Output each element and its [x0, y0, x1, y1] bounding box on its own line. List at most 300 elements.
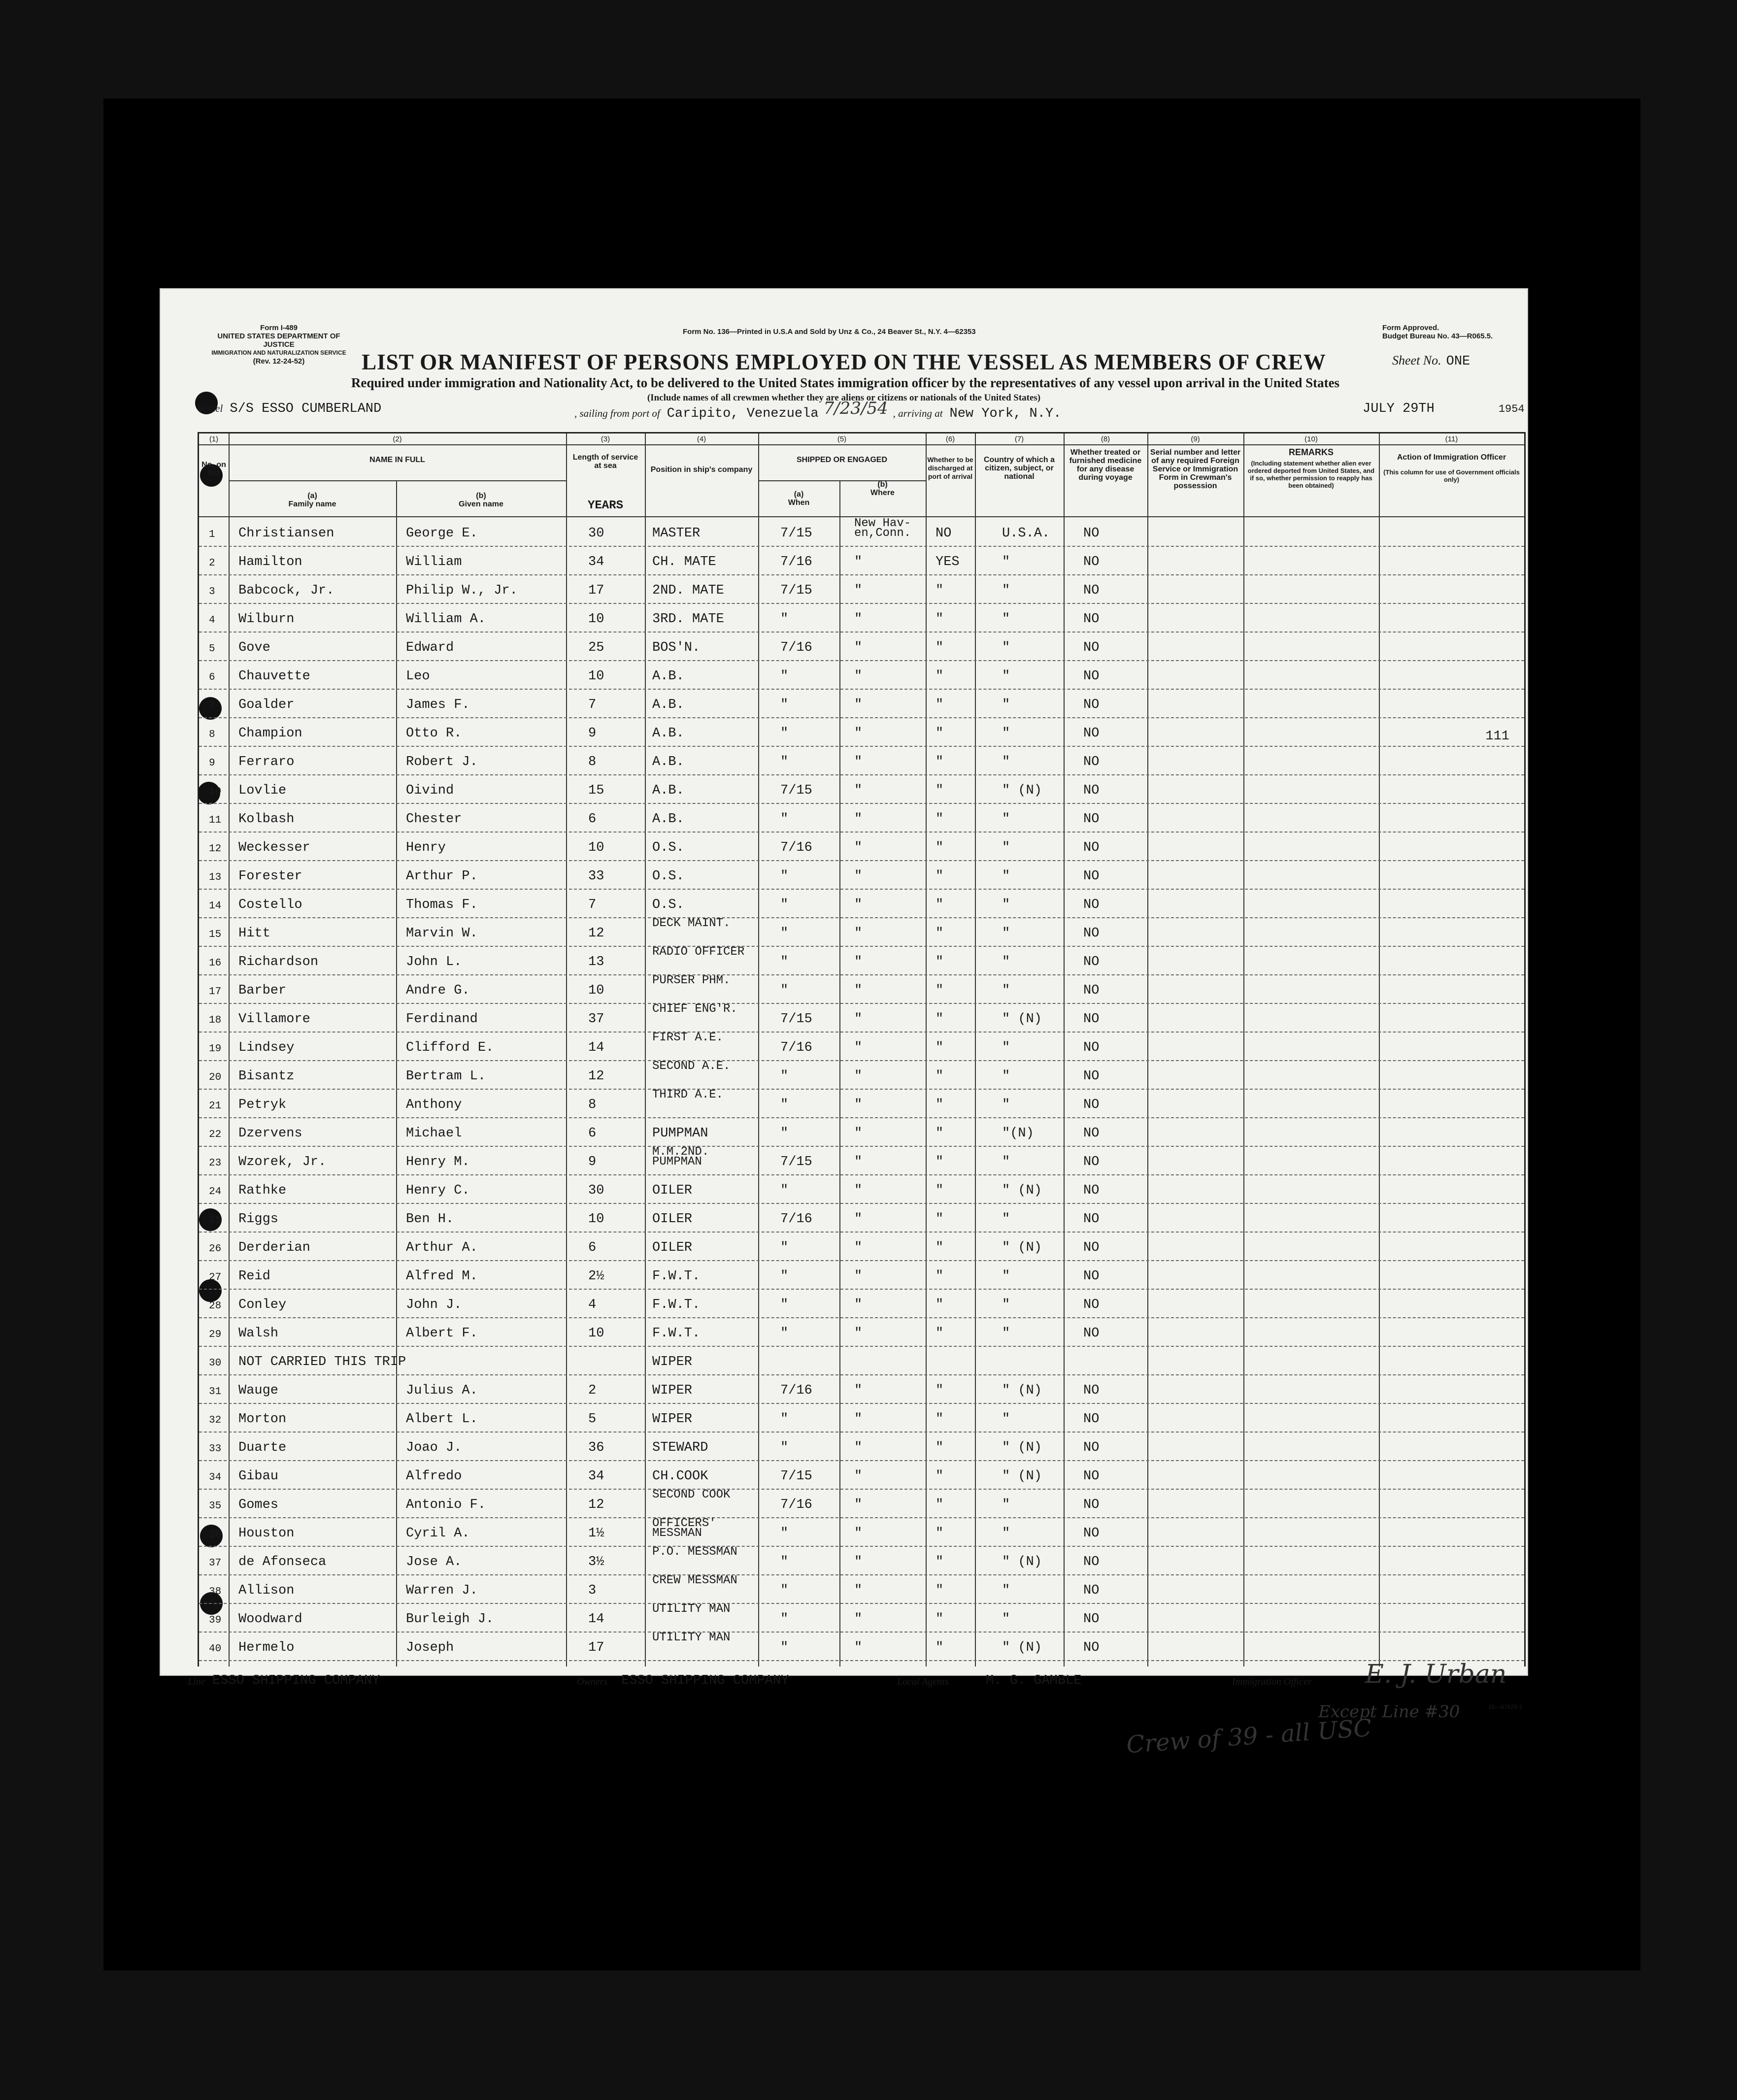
medicine: NO	[1083, 1326, 1100, 1341]
shipped-when: "	[780, 869, 789, 884]
shipped-when: 7/16	[780, 555, 812, 569]
family-name: Reid	[238, 1269, 270, 1284]
length-years: 14	[588, 1040, 604, 1055]
given-name: William A.	[406, 612, 486, 627]
shipped-when: "	[780, 1326, 789, 1341]
row-number: 2	[209, 558, 215, 569]
table-row	[199, 1260, 1524, 1290]
position: OILER	[652, 1240, 693, 1255]
length-years: 10	[588, 1212, 604, 1227]
medicine: NO	[1083, 1098, 1100, 1112]
family-name: Allison	[238, 1583, 295, 1598]
discharged: "	[935, 583, 944, 598]
table-row	[199, 1060, 1524, 1090]
discharged: "	[935, 1383, 944, 1398]
country: "	[1002, 926, 1010, 941]
given-name: Michael	[406, 1126, 462, 1141]
row-number: 17	[209, 986, 222, 998]
given-name: Andre G.	[406, 983, 470, 998]
row-number: 8	[209, 729, 215, 740]
given-name: Arthur P.	[406, 869, 478, 884]
length-years: 8	[588, 1098, 597, 1112]
shipped-where: "	[854, 955, 863, 969]
discharged: "	[935, 983, 944, 998]
discharged: "	[935, 1040, 944, 1055]
medicine: NO	[1083, 726, 1100, 741]
position: CH. MATE	[652, 555, 716, 569]
table-row	[199, 632, 1524, 661]
discharged: "	[935, 1640, 944, 1655]
position: O.S.	[652, 898, 684, 912]
row-number: 19	[209, 1043, 222, 1055]
shipped-when: "	[780, 898, 789, 912]
family-name: Duarte	[238, 1440, 287, 1455]
country: " (N)	[1002, 1240, 1042, 1255]
medicine: NO	[1083, 669, 1100, 684]
discharged: "	[935, 612, 944, 627]
country: U.S.A.	[1002, 526, 1050, 541]
position: PUMPMAN	[652, 1126, 708, 1141]
shipped-when: 7/16	[780, 1040, 812, 1055]
medicine: NO	[1083, 1383, 1100, 1398]
family-name: Bisantz	[238, 1069, 295, 1084]
shipped-where: "	[854, 926, 863, 941]
shipped-when: "	[780, 812, 789, 827]
shipped-when: "	[780, 1183, 789, 1198]
country: "	[1002, 1040, 1010, 1055]
shipped-when: "	[780, 612, 789, 627]
col-action: Action of Immigration Officer	[1397, 453, 1506, 462]
position: UTILITY MAN	[652, 1631, 731, 1644]
table-row	[199, 1403, 1524, 1433]
table-row	[199, 774, 1524, 804]
medicine: NO	[1083, 812, 1100, 827]
country: "	[1002, 1155, 1010, 1169]
table-row	[199, 1003, 1524, 1033]
table-row	[199, 1632, 1524, 1661]
table-row	[199, 1146, 1524, 1175]
sheet-number: Sheet No. ONE	[1392, 353, 1470, 369]
position: A.B.	[652, 669, 684, 684]
country: "	[1002, 669, 1010, 684]
form-department-block: Form I-489 UNITED STATES DEPARTMENT OF JUSTICE IMMIGRATION AND NATURALIZATION SERVICE (Rev. 12-24-52)	[211, 324, 346, 366]
medicine: NO	[1083, 1126, 1100, 1141]
position: OFFICERS' MESSMAN	[652, 1517, 716, 1540]
medicine: NO	[1083, 555, 1100, 569]
discharged: "	[935, 726, 944, 741]
country: "	[1002, 555, 1010, 569]
col-given: Given name	[459, 500, 503, 508]
discharged: "	[935, 812, 944, 827]
country: " (N)	[1002, 1383, 1042, 1398]
row-number: 36	[209, 1529, 222, 1540]
family-name: Weckesser	[238, 840, 310, 855]
given-name: Clifford E.	[406, 1040, 494, 1055]
shipped-when: "	[780, 1269, 789, 1284]
country: " (N)	[1002, 1469, 1042, 1484]
shipped-when: "	[780, 1069, 789, 1084]
given-name: Henry M.	[406, 1155, 470, 1169]
given-name: Cyril A.	[406, 1526, 470, 1541]
position: CHIEF ENG'R.	[652, 1002, 737, 1016]
length-years: 37	[588, 1012, 604, 1027]
length-years: 25	[588, 640, 604, 655]
given-name: Oivind	[406, 783, 454, 798]
shipped-where: "	[854, 1526, 863, 1541]
length-years: 9	[588, 1155, 597, 1169]
family-name: Forester	[238, 869, 302, 884]
shipped-when: 7/16	[780, 840, 812, 855]
discharged: "	[935, 1240, 944, 1255]
table-row	[199, 660, 1524, 690]
family-name: Derderian	[238, 1240, 310, 1255]
owners-value: ESSO SHIPPING COMPANY	[621, 1673, 789, 1688]
medicine: NO	[1083, 1640, 1100, 1655]
shipped-where: "	[854, 1298, 863, 1312]
row-number: 9	[209, 758, 215, 769]
col-length: Length of service at sea	[572, 453, 638, 470]
discharged: "	[935, 783, 944, 798]
shipped-when: "	[780, 1526, 789, 1541]
medicine: NO	[1083, 1183, 1100, 1198]
country: " (N)	[1002, 1183, 1042, 1198]
country: "	[1002, 1098, 1010, 1112]
shipped-where: "	[854, 583, 863, 598]
family-name: Houston	[238, 1526, 295, 1541]
discharged: "	[935, 1012, 944, 1027]
country: "	[1002, 1298, 1010, 1312]
discharged: "	[935, 840, 944, 855]
row-number: 28	[209, 1300, 222, 1312]
table-row	[199, 1603, 1524, 1633]
table-row	[199, 1574, 1524, 1604]
position: A.B.	[652, 783, 684, 798]
table-row	[199, 1203, 1524, 1233]
position: WIPER	[652, 1355, 693, 1369]
medicine: NO	[1083, 783, 1100, 798]
medicine: NO	[1083, 1155, 1100, 1169]
shipped-when: "	[780, 726, 789, 741]
shipped-where: "	[854, 1040, 863, 1055]
col-no: No. on list	[201, 461, 226, 477]
table-row	[199, 1117, 1524, 1147]
family-name: Woodward	[238, 1612, 302, 1627]
given-name: Julius A.	[406, 1383, 478, 1398]
position: A.B.	[652, 698, 684, 712]
given-name: Thomas F.	[406, 898, 478, 912]
country: "	[1002, 1526, 1010, 1541]
position: A.B.	[652, 755, 684, 769]
row-number: 5	[209, 643, 215, 655]
country: "	[1002, 1412, 1010, 1427]
family-name: Babcock, Jr.	[238, 583, 334, 598]
given-name: Joseph	[406, 1640, 454, 1655]
length-years: 15	[588, 783, 604, 798]
arrival-date: JULY 29TH 1954	[1363, 401, 1525, 416]
col-shipped: SHIPPED OR ENGAGED	[796, 456, 888, 464]
col-medicine: Whether treated or furnished medicine for any disease during voyage	[1069, 448, 1142, 482]
col-family: Family name	[288, 500, 336, 508]
shipped-when: "	[780, 955, 789, 969]
given-name: Arthur A.	[406, 1240, 478, 1255]
family-name: Conley	[238, 1298, 287, 1312]
length-years: 10	[588, 612, 604, 627]
handwritten-crew-note: Crew of 39 - all USC	[1125, 1714, 1373, 1759]
shipped-where: New Hav- en,Conn.	[854, 517, 911, 540]
shipped-when: "	[780, 698, 789, 712]
row-number: 23	[209, 1158, 222, 1169]
position: 2ND. MATE	[652, 583, 724, 598]
given-name: Bertram L.	[406, 1069, 486, 1084]
row-number: 30	[209, 1358, 222, 1369]
discharged: "	[935, 869, 944, 884]
discharged: "	[935, 1183, 944, 1198]
given-name: Warren J.	[406, 1583, 478, 1598]
medicine: NO	[1083, 1269, 1100, 1284]
row-number: 31	[209, 1386, 222, 1398]
handwritten-except-note: Except Line #30	[1318, 1702, 1460, 1722]
length-years: 2½	[588, 1269, 604, 1284]
medicine: NO	[1083, 1040, 1100, 1055]
subtitle-note: (Include names of all crewmen whether they are aliens or citizens or nationals of the United States)	[647, 393, 1041, 403]
sailing-port: Caripito, Venezuela	[667, 406, 819, 421]
country: "	[1002, 612, 1010, 627]
country: "	[1002, 698, 1010, 712]
row-number: 33	[209, 1443, 222, 1455]
table-row	[199, 946, 1524, 975]
table-row	[199, 546, 1524, 575]
given-name: Leo	[406, 669, 430, 684]
given-name: John L.	[406, 955, 462, 969]
col-when: When	[788, 499, 810, 507]
row-number: 24	[209, 1186, 222, 1198]
length-years: 33	[588, 869, 604, 884]
given-name: Ferdinand	[406, 1012, 478, 1027]
given-name: William	[406, 555, 462, 569]
table-row	[199, 1174, 1524, 1204]
country: " (N)	[1002, 1440, 1042, 1455]
position: OILER	[652, 1212, 693, 1227]
table-row	[199, 803, 1524, 833]
table-row	[199, 832, 1524, 861]
shipped-where: "	[854, 783, 863, 798]
table-row	[199, 1289, 1524, 1318]
shipped-where: "	[854, 1640, 863, 1655]
family-name: Petryk	[238, 1098, 287, 1112]
table-row	[199, 1546, 1524, 1575]
row-number: 12	[209, 843, 222, 855]
shipped-where: "	[854, 1240, 863, 1255]
given-name: Philip W., Jr.	[406, 583, 518, 598]
length-years: 36	[588, 1440, 604, 1455]
position: SECOND COOK	[652, 1488, 731, 1501]
family-name: Dzervens	[238, 1126, 302, 1141]
line-value: ESSO SHIPPING COMPANY	[212, 1673, 380, 1688]
length-years: 6	[588, 812, 597, 827]
row-number: 25	[209, 1215, 222, 1226]
length-years: 5	[588, 1412, 597, 1427]
shipped-where: "	[854, 869, 863, 884]
row-number: 16	[209, 958, 222, 969]
country: "(N)	[1002, 1126, 1034, 1141]
shipped-when: 7/15	[780, 1469, 812, 1484]
shipped-where: "	[854, 1555, 863, 1569]
given-name: Ben H.	[406, 1212, 454, 1227]
table-row	[199, 689, 1524, 718]
medicine: NO	[1083, 1612, 1100, 1627]
row-number: 38	[209, 1586, 222, 1598]
country: "	[1002, 955, 1010, 969]
length-years: 30	[588, 526, 604, 541]
given-name: Albert L.	[406, 1412, 478, 1427]
country: "	[1002, 755, 1010, 769]
family-name: Lindsey	[238, 1040, 295, 1055]
family-name: Christiansen	[238, 526, 334, 541]
family-name: Morton	[238, 1412, 287, 1427]
row-number: 3	[209, 586, 215, 598]
given-name: Edward	[406, 640, 454, 655]
given-name: Robert J.	[406, 755, 478, 769]
manifest-sheet: Form I-489 UNITED STATES DEPARTMENT OF JUSTICE IMMIGRATION AND NATURALIZATION SERVICE (Rev. 12-24-52) Form No. 136—Printed in U.S.A and Sold by Unz & Co., 24 Beaver St., N.Y. 4—62353 Form Approved. Budget Bureau No. 43—R065.5. LIST OR MANIFEST OF PERSONS EMPLOYED ON THE VESSEL AS MEMBERS OF CREW Sheet No. ONE Required under immigration and Nationality Act, to be delivered to the United States immigration officer by the representatives of any vessel upon arrival in the United States (Include names of all crewmen whether they are aliens or citizens or nationals of the United States) Vessel S/S ESSO CUMBERLAND , sailing from port of Caripito, Venezuela 7/23/54 , arriving at New York, N.Y. JULY 29TH 1954 (1) (2) (3) (4) (5) (6) (7) (8) (9) (10) (11) No. on list NAME IN FULL (a) Family name (b) Given name Length of service at sea YEARS Position in ship's company SHIPPED OR ENGAGED (a) When (b) Where Whether to be discharged at port of arrival Country of which a citizen, subject, or national Whether treated or furnished medicine for any disease during voyage Serial number and letter of any required Foreign Service or Immigration Form in Crewman's possession REMARKS (Including statement whether alien ever ordered deported from United States, and if so, whether permission to reapply has been obtained) Action of Immigration Officer (This column for use of Government officials only) 1 Christiansen George E. 30 MASTER 7/15 New Hav- en,Conn. NO U.S.A. NO 2 Hamilton William 34 CH. MATE 7/16 " YES " NO 3 Babcock, Jr. Philip W., Jr. 17 2ND. MATE 7/15 " " " NO 4 Wilburn William A. 10 3RD. MATE " " " " NO 5 Gove Edward 25 BOS'N. 7/16 " " " NO 6 Chauvette Leo 10 A.B. " " " " NO 7 Goalder James F. 7 A.B. " " " " NO 8 Champion Otto R. 9 A.B. " " " " NO 9 Ferraro Robert J. 8 A.B. " " " " NO 10 Lovlie Oivind 15 A.B. 7/15 " " " (N) NO 11 Kolbash Chester 6 A.B. " " " " NO 12 Weckesser Henry 10 O.S. 7/16 " " " NO 13 Forester Arthur P. 33 O.S. " " " " NO 14 Costello Thomas F. 7 O.S. " " " " NO 15 Hitt Marvin W. 12 DECK MAINT. " " " " NO 16 Richardson John L. 13 RADIO OFFICER " " " " NO 17 Barber Andre G. 10 PURSER PHM. " " " " NO 18 Villamore Ferdinand 37 CHIEF ENG'R. 7/15 " " " (N) NO 19 Lindsey Clifford E. 14 FIRST A.E. 7/16 " " " NO 20 Bisantz Bertram L. 12 SECOND A.E. " " " " NO 21 Petryk Anthony 8 THIRD A.E. " " " " NO 22 Dzervens Michael 6 PUMPMAN " " " "(N) NO 23 Wzorek, Jr. Henry M. 9 M.M.2ND. PUMPMAN 7/15 " " " NO 24 Rathke Henry C. 30 OILER " " " " (N) NO 25 Riggs Ben H. 10 OILER 7/16 " " " NO 26 Derderian Arthur A. 6 OILER " " " " (N) NO 27 Reid Alfred M. 2½ F.W.T. " " " " NO 28 Conley John J. 4 F.W.T. " " " " NO 29 Walsh Albert F. 10 F.W.T. " " " " NO 30 NOT CARRIED THIS TRIP WIPER 31 Wauge Julius A. 2 WIPER 7/16 " " " (N) NO 32 Morton Albert L. 5 WIPER " " " " NO 33 Duarte Joao J. 36 STEWARD " " " " (N) NO 34 Gibau Alfredo 34 CH.COOK 7/15 " " " (N) NO 35 Gomes Antonio F. 12 SECOND COOK 7/16 " " " NO 36 Houston Cyril A. 1½ OFFICERS' MESSMAN " " " " NO 37 de Afonseca Jose A. 3½ P.O. MESSMAN " " " " (N) NO 38 Allison Warren J. 3 CREW MESSMAN " " " " NO 39 Woodward Burleigh J. 14 UTILITY MAN " " " " NO 40 Hermelo Joseph 17 UTILITY MAN " " " " (N) NO 111 Line ESSO SHIPPING COMPANY Owners ESSO SHIPPING COMPANY Local Agents M. G. GAMBLE Immigration Officer E. J. Urban 16—67829-1 Except Line #30 Crew of 39 - all USC	[161, 289, 1527, 1675]
discharged: "	[935, 1498, 944, 1512]
family-name: Hitt	[238, 926, 270, 941]
discharged: "	[935, 955, 944, 969]
position: A.B.	[652, 726, 684, 741]
shipped-when: "	[780, 1298, 789, 1312]
discharged: "	[935, 1440, 944, 1455]
family-name: Riggs	[238, 1212, 279, 1227]
family-name: Richardson	[238, 955, 319, 969]
family-name: Gibau	[238, 1469, 279, 1484]
position: SECOND A.E.	[652, 1060, 731, 1073]
shipped-where: "	[854, 555, 863, 569]
discharged: "	[935, 1155, 944, 1169]
col-where: Where	[870, 489, 895, 497]
medicine: NO	[1083, 898, 1100, 912]
col-serial: Serial number and letter of any required Foreign Service or Immigration Form in Crewman's possession	[1150, 448, 1241, 490]
country: "	[1002, 812, 1010, 827]
shipped-where: "	[854, 1098, 863, 1112]
country: "	[1002, 583, 1010, 598]
shipped-when: "	[780, 1440, 789, 1455]
discharged: "	[935, 1269, 944, 1284]
col-remarks: REMARKS	[1288, 447, 1334, 457]
position: O.S.	[652, 840, 684, 855]
row-number: 22	[209, 1129, 222, 1140]
length-years: 7	[588, 898, 597, 912]
shipped-when: "	[780, 926, 789, 941]
shipped-where: "	[854, 1012, 863, 1027]
shipped-where: "	[854, 669, 863, 684]
country: "	[1002, 898, 1010, 912]
shipped-where: "	[854, 640, 863, 655]
table-row	[199, 1346, 1524, 1375]
country: "	[1002, 869, 1010, 884]
table-row	[199, 917, 1524, 947]
medicine: NO	[1083, 640, 1100, 655]
position: STEWARD	[652, 1440, 708, 1455]
discharged: "	[935, 1098, 944, 1112]
shipped-where: "	[854, 1183, 863, 1198]
family-name: de Afonseca	[238, 1555, 327, 1569]
row-number: 4	[209, 615, 215, 626]
length-years: 2	[588, 1383, 597, 1398]
family-name: Barber	[238, 983, 287, 998]
family-name: Rathke	[238, 1183, 287, 1198]
medicine: NO	[1083, 1298, 1100, 1312]
shipped-where: "	[854, 1583, 863, 1598]
length-years: 12	[588, 926, 604, 941]
position: WIPER	[652, 1412, 693, 1427]
row-number: 10	[209, 786, 222, 798]
country: "	[1002, 1326, 1010, 1341]
table-row	[199, 517, 1524, 547]
medicine: NO	[1083, 955, 1100, 969]
length-years: 34	[588, 555, 604, 569]
medicine: NO	[1083, 1555, 1100, 1569]
discharged: "	[935, 1069, 944, 1084]
medicine: NO	[1083, 926, 1100, 941]
table-row	[199, 746, 1524, 775]
country: "	[1002, 1498, 1010, 1512]
discharged: "	[935, 755, 944, 769]
length-years: 7	[588, 698, 597, 712]
country: "	[1002, 640, 1010, 655]
discharged: "	[935, 1212, 944, 1227]
length-years: 4	[588, 1298, 597, 1312]
medicine: NO	[1083, 1412, 1100, 1427]
shipped-where: "	[854, 1212, 863, 1227]
medicine: NO	[1083, 1498, 1100, 1512]
position: PURSER PHM.	[652, 974, 731, 987]
shipped-where: "	[854, 1412, 863, 1427]
family-name: Gove	[238, 640, 270, 655]
shipped-when: "	[780, 1612, 789, 1627]
shipped-when: 7/15	[780, 526, 812, 541]
row-number: 26	[209, 1243, 222, 1255]
medicine: NO	[1083, 1469, 1100, 1484]
length-years: 34	[588, 1469, 604, 1484]
length-years: 10	[588, 669, 604, 684]
length-years: 8	[588, 755, 597, 769]
row-number: 37	[209, 1558, 222, 1569]
row-number: 35	[209, 1500, 222, 1512]
shipped-where: "	[854, 612, 863, 627]
shipped-when: "	[780, 1412, 789, 1427]
discharged: "	[935, 1612, 944, 1627]
given-name: Alfredo	[406, 1469, 462, 1484]
shipped-where: "	[854, 1612, 863, 1627]
table-row	[199, 574, 1524, 604]
country: " (N)	[1002, 1012, 1042, 1027]
discharged: "	[935, 640, 944, 655]
given-name: Antonio F.	[406, 1498, 486, 1512]
shipped-when: "	[780, 1640, 789, 1655]
table-row	[199, 974, 1524, 1004]
length-years: 6	[588, 1126, 597, 1141]
row-number: 7	[209, 700, 215, 712]
length-years: 1½	[588, 1526, 604, 1541]
position: A.B.	[652, 812, 684, 827]
position: THIRD A.E.	[652, 1088, 724, 1101]
position: MASTER	[652, 526, 701, 541]
medicine: NO	[1083, 840, 1100, 855]
medicine: NO	[1083, 869, 1100, 884]
length-years: 30	[588, 1183, 604, 1198]
shipped-when: "	[780, 1126, 789, 1141]
position: FIRST A.E.	[652, 1031, 724, 1044]
length-years: 13	[588, 955, 604, 969]
